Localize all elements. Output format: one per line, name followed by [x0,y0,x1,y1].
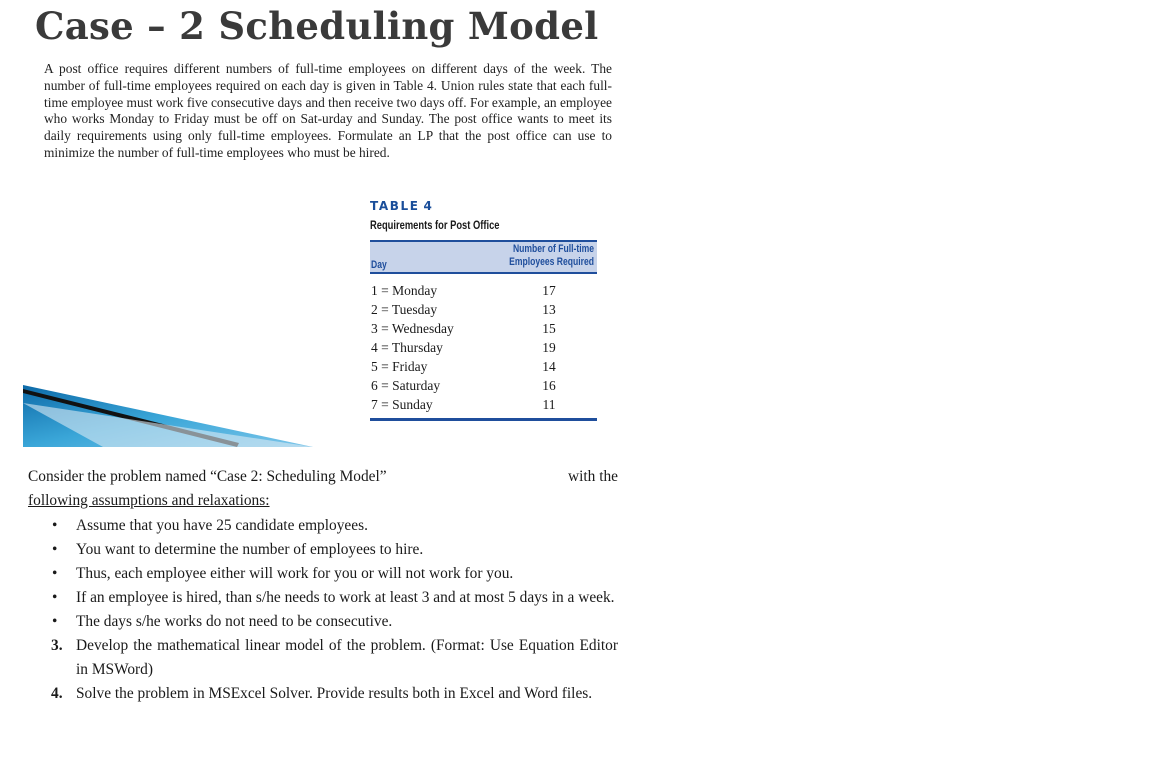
table-number: 4 [423,199,434,213]
column-header-day: Day [371,259,387,271]
day-cell: 3 = Wednesday [371,321,454,336]
list-item-text: Solve the problem in MSExcel Solver. Provide results both in Excel and Word files. [76,685,593,702]
list-item-text: If an employee is hired, than s/he needs to work at least 3 and at most 5 days in a week. [76,589,615,606]
bullet-marker: • [52,517,58,534]
number-marker: 4. [51,685,63,702]
list-item [50,538,618,562]
list-item-text: The days s/he works do not need to be consecutive. [76,613,393,630]
list-item [50,682,618,706]
number-marker: 3. [51,637,63,654]
required-cell: 19 [542,340,556,355]
list-item-text: You want to determine the number of employees to hire. [76,541,424,558]
day-cell: 5 = Friday [371,359,428,374]
table-label [370,199,597,216]
bullet-marker: • [52,565,58,582]
column-header-required [500,243,594,269]
required-cell: 11 [542,397,556,412]
day-cell: 6 = Saturday [371,378,441,393]
bullet-marker: • [52,589,58,606]
assumptions-intro-line2: following assumptions and relaxations: [28,492,270,509]
list-item [50,610,618,634]
required-cell: 17 [542,283,556,298]
day-cell: 4 = Thursday [371,340,443,355]
list-item [50,586,618,610]
table-row [370,300,597,319]
assumptions-list [50,514,618,706]
assumptions-intro-left: Consider the problem named “Case 2: Scheduling Model” [28,468,387,485]
table-row [370,281,597,300]
list-item [50,634,618,682]
required-cell: 15 [542,321,556,336]
table-header [370,240,597,274]
list-item [50,514,618,538]
table-row [370,395,597,414]
required-cell: 14 [542,359,556,374]
day-cell: 1 = Monday [371,283,438,298]
assumptions-intro [28,465,618,513]
bullet-marker: • [52,541,58,558]
table-caption: Requirements for Post Office [370,218,500,232]
day-cell: 7 = Sunday [371,397,433,412]
table-row [370,376,597,395]
bullet-marker: • [52,613,58,630]
table-row [370,338,597,357]
assumptions-intro-right: with the [567,468,618,485]
table-row [370,357,597,376]
list-item-text: Assume that you have 25 candidate employees. [76,517,368,534]
list-item-text: Develop the mathematical linear model of the problem. (Format: Use Equation Editor in MSWord) [76,637,618,678]
table-row [370,319,597,338]
list-item-text: Thus, each employee either will work for you or will not work for you. [76,565,514,582]
assumptions-intro-line1 [28,465,618,489]
requirements-table [370,199,597,421]
table-body [370,274,597,421]
list-item [50,562,618,586]
table-label-text: TABLE [370,199,420,213]
day-cell: 2 = Tuesday [371,302,438,317]
column-header-required-line2: Employees Required [509,256,594,268]
problem-statement: A post office requires different numbers of full-time employees on different days of the week. The number of full-time employees required on each day is given in Table 4. Union rules state that each full-time employee must work five consecutive days and then receive two days off. For example, an employee who works Monday to Friday must be off on Sat-urday and Sunday. The post office wants to meet its daily requirements using only full-time employees. Formulate an LP that the post office can use to minimize the number of full-time employees who must be hired. [44,61,612,160]
required-cell: 16 [542,378,556,393]
decorative-banner [23,385,313,447]
page-title: Case – 2 Scheduling Model [35,4,599,48]
required-cell: 13 [542,302,556,317]
column-header-required-line1: Number of Full-time [512,243,594,255]
